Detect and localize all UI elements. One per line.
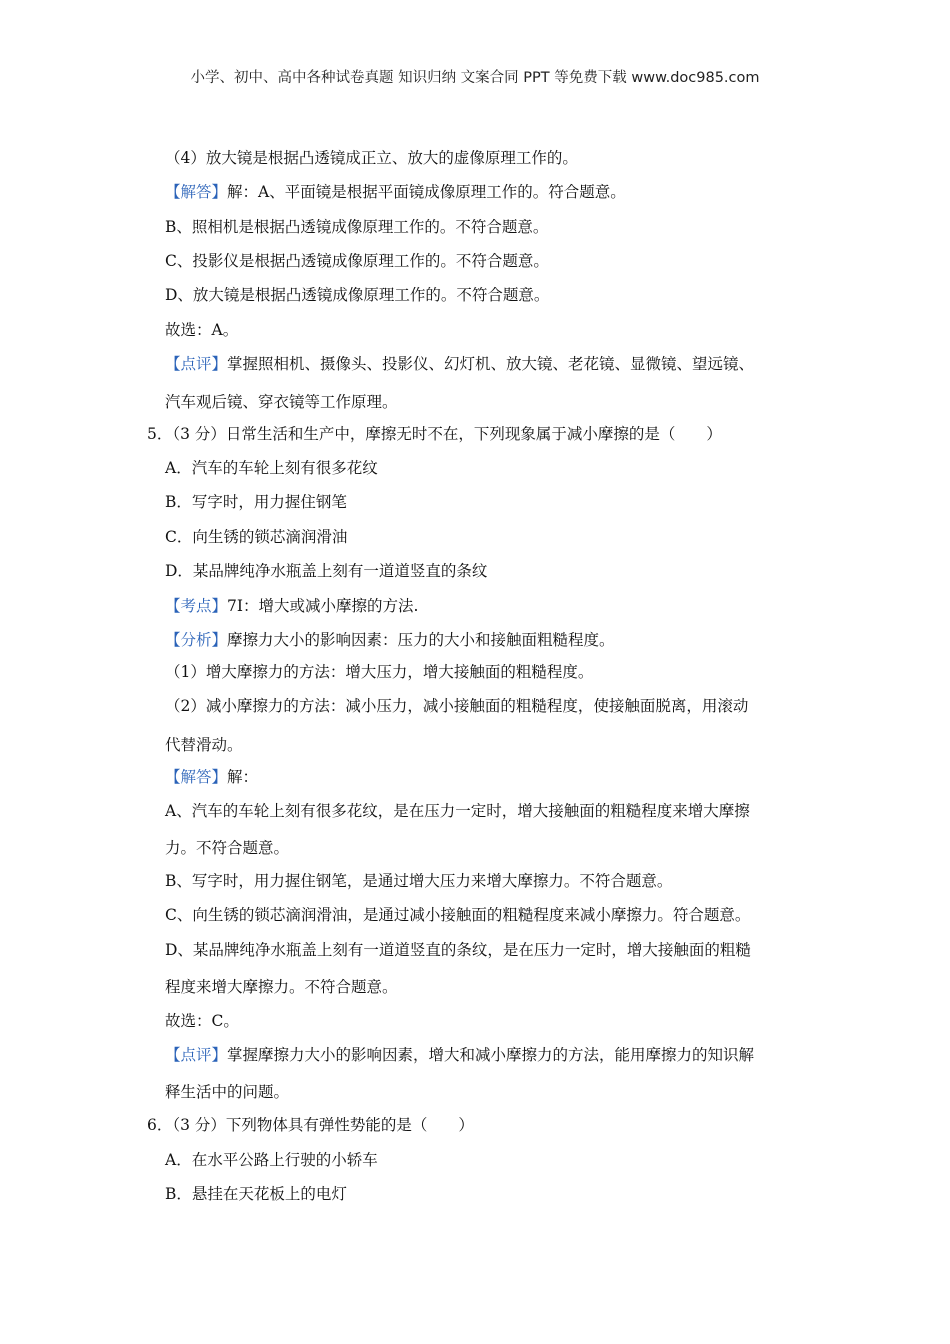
comment-tag: 【点评】 xyxy=(165,1046,228,1064)
text-line: （4）放大镜是根据凸透镜成正立、放大的虚像原理工作的。 xyxy=(165,149,578,167)
text-line: D、某品牌纯净水瓶盖上刻有一道道竖直的条纹，是在压力一定时，增大接触面的粗糙 xyxy=(165,941,751,959)
text-line: （2）减小摩擦力的方法：减小压力，减小接触面的粗糙程度，使接触面脱离，用滚动 xyxy=(165,697,749,715)
text-line: 【解答】解： xyxy=(165,768,259,786)
text-line: 【点评】掌握摩擦力大小的影响因素，增大和减小摩擦力的方法，能用摩擦力的知识解 xyxy=(165,1046,755,1064)
option-b: B．写字时，用力握住钢笔 xyxy=(165,493,347,511)
text-line: 汽车观后镜、穿衣镜等工作原理。 xyxy=(165,393,398,411)
text-line: C、向生锈的锁芯滴润滑油，是通过减小接触面的粗糙程度来减小摩擦力。符合题意。 xyxy=(165,906,751,924)
analysis-tag: 【分析】 xyxy=(165,631,228,649)
text-line: 【分析】摩擦力大小的影响因素：压力的大小和接触面粗糙程度。 xyxy=(165,631,615,649)
question-5: 5．（3 分）日常生活和生产中，摩擦无时不在，下列现象属于减小摩擦的是（ ） xyxy=(147,425,722,443)
text-line: 力。不符合题意。 xyxy=(165,839,290,857)
answer-tag: 【解答】 xyxy=(165,768,228,786)
text-line: A、汽车的车轮上刻有很多花纹，是在压力一定时，增大接触面的粗糙程度来增大摩擦 xyxy=(165,802,750,820)
text-line: 【解答】解：A、平面镜是根据平面镜成像原理工作的。符合题意。 xyxy=(165,183,626,201)
text-line: B、照相机是根据凸透镜成像原理工作的。不符合题意。 xyxy=(165,218,549,236)
text-line: 故选：C。 xyxy=(165,1012,239,1030)
option-a: A．汽车的车轮上刻有很多花纹 xyxy=(165,459,378,477)
answer-tag: 【解答】 xyxy=(165,183,228,201)
topic-tag: 【考点】 xyxy=(165,597,228,615)
text-line: （1）增大摩擦力的方法：增大压力，增大接触面的粗糙程度。 xyxy=(165,663,594,681)
option-b: B．悬挂在天花板上的电灯 xyxy=(165,1185,347,1203)
text-line: 故选：A。 xyxy=(165,321,239,339)
text-line: 释生活中的问题。 xyxy=(165,1083,290,1101)
question-6: 6．（3 分）下列物体具有弹性势能的是（ ） xyxy=(147,1116,474,1134)
text-line: 程度来增大摩擦力。不符合题意。 xyxy=(165,978,398,996)
text-line: C、投影仪是根据凸透镜成像原理工作的。不符合题意。 xyxy=(165,252,549,270)
option-c: C．向生锈的锁芯滴润滑油 xyxy=(165,528,348,546)
option-a: A．在水平公路上行驶的小轿车 xyxy=(165,1151,378,1169)
text-line: 【考点】7I：增大或减小摩擦的方法. xyxy=(165,597,419,615)
option-d: D．某品牌纯净水瓶盖上刻有一道道竖直的条纹 xyxy=(165,562,488,580)
text-line: D、放大镜是根据凸透镜成像原理工作的。不符合题意。 xyxy=(165,286,550,304)
comment-tag: 【点评】 xyxy=(165,355,228,373)
text-line: B、写字时，用力握住钢笔，是通过增大压力来增大摩擦力。不符合题意。 xyxy=(165,872,673,890)
text-line: 【点评】掌握照相机、摄像头、投影仪、幻灯机、放大镜、老花镜、显微镜、望远镜、 xyxy=(165,355,755,373)
text-line: 代替滑动。 xyxy=(165,736,243,754)
page-header: 小学、初中、高中各种试卷真题 知识归纳 文案合同 PPT 等免费下载 www.doc985.com xyxy=(190,70,760,86)
